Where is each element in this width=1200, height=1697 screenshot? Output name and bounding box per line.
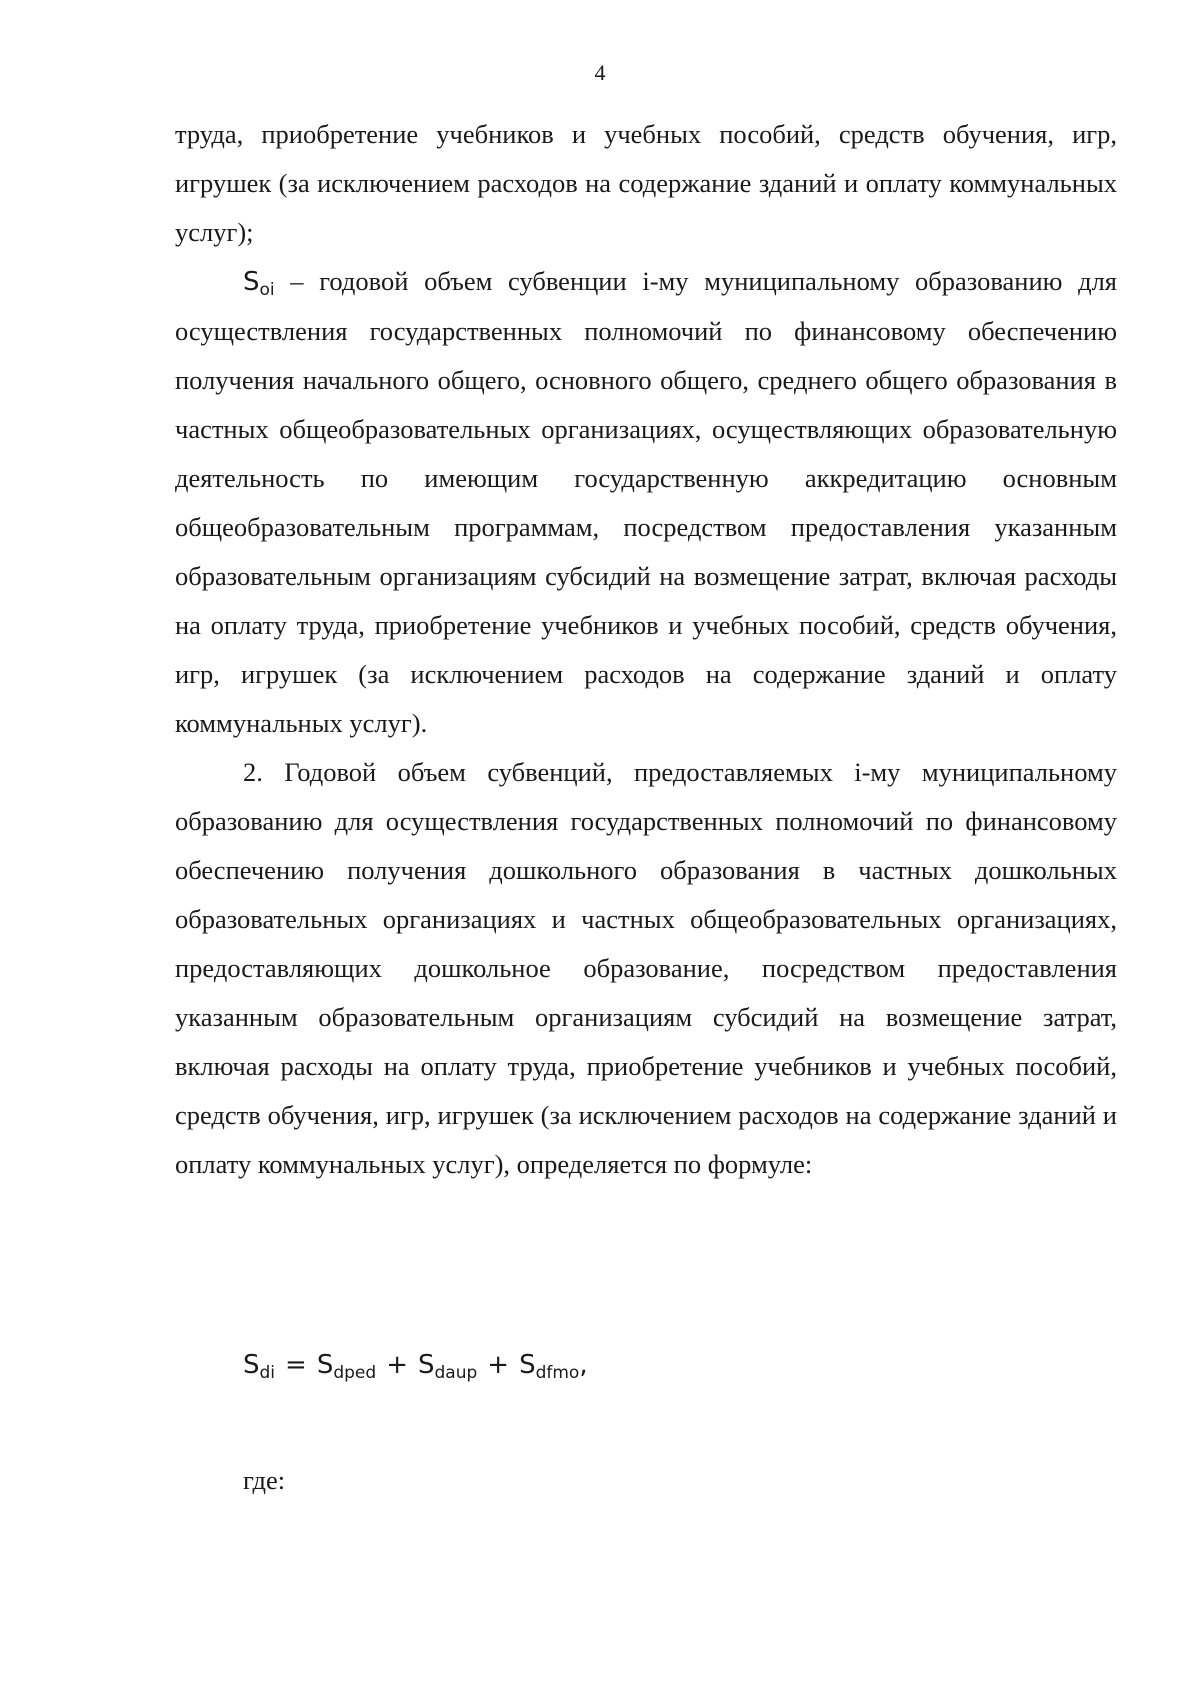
formula-term-dped-symbol: S — [316, 1350, 334, 1380]
paragraph-continuation: труда, приобретение учебников и учебных пособий, средств обучения, игр, игрушек (за исключением расходов на содержание зданий и оплату коммунальных услуг); — [175, 119, 1117, 247]
page-number: 4 — [594, 60, 606, 85]
symbol-soi-main: S — [243, 267, 260, 297]
formula-term-daup-subscript: daup — [434, 1363, 478, 1383]
formula-lhs-subscript: di — [259, 1363, 276, 1383]
formula-term-dfmo — [519, 1350, 580, 1383]
formula-lhs — [243, 1350, 276, 1383]
formula-term-daup — [417, 1350, 478, 1383]
paragraph-soi-text: – годовой объем субвенции i-му муниципальному образованию для осуществления государственных полномочий по финансовому обеспечению получения начального общего, основного общего, среднего общего образования в частных общеобразовательных организациях, осуществляющих образовательную деятельность по имеющим государственную аккредитацию основным общеобразовательным программам, посредством предоставления указанным образовательным организациям субсидий на возмещение затрат, включая расходы на оплату труда, приобретение учебников и учебных пособий, средств обучения, игр, игрушек (за исключением расходов на содержание зданий и оплату коммунальных услуг). — [175, 266, 1117, 738]
formula-term-dped-subscript: dped — [333, 1363, 377, 1383]
formula-equals-sign: = — [285, 1350, 307, 1380]
paragraph-item-2: 2. Годовой объем субвенций, предоставляемых i-му муниципальному образованию для осуществления государственных полномочий по финансовому обеспечению получения дошкольного образования в частных дошкольных образовательных организациях и частных общеобразовательных организациях, предоставляющих дошкольное образование, посредством предоставления указанным образовательным организациям субсидий на возмещение затрат, включая расходы на оплату труда, приобретение учебников и учебных пособий, средств обучения, игр, игрушек (за исключением расходов на содержание зданий и оплату коммунальных услуг), определяется по формуле: — [175, 757, 1117, 1179]
paragraph-soi-definition — [175, 257, 1117, 748]
symbol-soi — [243, 267, 275, 300]
formula-term-dfmo-subscript: dfmo — [535, 1363, 580, 1383]
formula-plus-sign: + — [386, 1350, 408, 1380]
document-body — [175, 110, 1117, 1189]
where-label: где: — [243, 1465, 286, 1495]
formula-term-dfmo-symbol: S — [519, 1350, 536, 1380]
formula-lhs-symbol: S — [243, 1350, 260, 1380]
formula-plus-sign: + — [487, 1350, 510, 1380]
formula-sdi — [243, 1345, 588, 1385]
symbol-soi-subscript: oi — [259, 280, 275, 300]
formula-term-dped — [316, 1350, 377, 1383]
formula-term-daup-symbol: S — [417, 1350, 435, 1380]
formula-trailing-comma: , — [579, 1350, 588, 1380]
